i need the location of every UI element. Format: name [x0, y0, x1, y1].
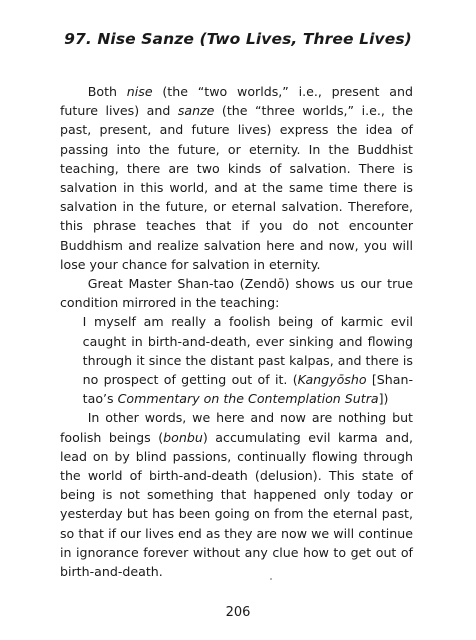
text-run: Great Master Shan-tao (Zendō) shows us our true condition mirrored in the teaching: [60, 276, 413, 311]
text-run: (the “two worlds,” i.e., present and future lives) and [60, 84, 413, 119]
block-quote [60, 312, 413, 408]
term-sanze: sanze [177, 103, 215, 119]
text-run: (the “three worlds,” i.e., the past, present, and future lives) express the idea of passing into the future, or eternity. In the Buddhist teaching, there are two kinds of salvation. There is salvation in this world, and at the same time there is salvation in the future, or eternal salvation. Therefore, this phrase teaches that if you do not encounter Buddhism and realize salvation here and now, you will lose your chance for salvation in eternity. [60, 103, 413, 272]
text-run: [Shan-tao’s [82, 372, 414, 407]
text-run: I myself am really a foolish being of karmic evil caught in birth-and-death, ever sinking and flowing through it since the distant past kalpas, and there is no prospect of getting out of it. ( [82, 314, 413, 388]
chapter-title: 97. Nise Sanze (Two Lives, Three Lives) [64, 30, 412, 48]
text-run: ) accumulating evil karma and, lead on by blind passions, continually flowing through the world of birth-and-death (delusion). This state of being is not something that happened only today or yesterday but has been going on from the eternal past, so that if our lives end as they are now we will continue in ignorance forever without any clue how to get out of birth-and-death. [60, 429, 413, 580]
page-number: 206 [225, 605, 251, 620]
text-run: ]) [378, 391, 389, 407]
source-title-commentary: Commentary on the Contemplation Sutra [117, 391, 379, 407]
chapter-body [60, 82, 413, 581]
paragraph-nise-sanze-definition [60, 82, 413, 274]
paragraph-shan-tao-intro [60, 274, 413, 312]
text-run: In other words, we here and now are nothing but foolish beings ( [60, 410, 413, 445]
print-speck [270, 578, 272, 580]
source-title-kangyosho: Kangyōsho [297, 372, 367, 388]
paragraph-foolish-beings [60, 408, 413, 581]
term-nise: nise [126, 84, 153, 99]
term-bonbu: bonbu [163, 429, 203, 445]
text-run: Both [87, 84, 127, 99]
